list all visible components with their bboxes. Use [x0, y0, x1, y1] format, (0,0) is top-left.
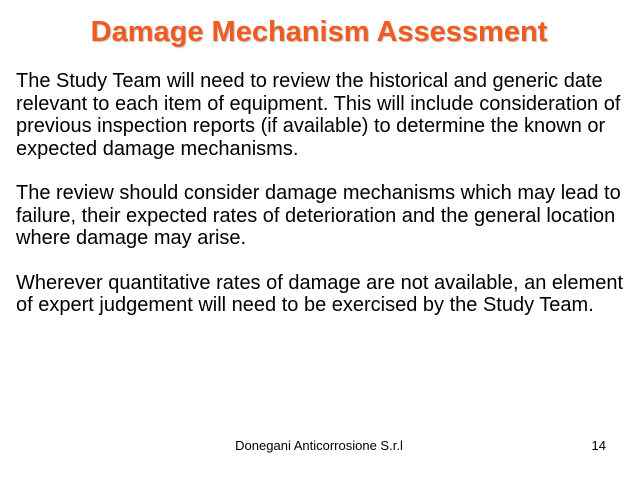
slide-footer	[0, 438, 638, 456]
body-paragraph-2: The review should consider damage mechanisms which may lead to failure, their expected rates of deterioration and the general location where damage may arise.	[16, 182, 621, 249]
slide-title: Damage Mechanism Assessment	[90, 16, 548, 48]
footer-company: Donegani Anticorrosione S.r.l	[235, 438, 403, 453]
body-paragraph-1: The Study Team will need to review the historical and generic date relevant to each item of equipment. This will include consideration of previous inspection reports (if available) to determine the known or expected damage mechanisms.	[16, 70, 621, 160]
page-number: 14	[591, 438, 606, 453]
body-paragraph-3: Wherever quantitative rates of damage are not available, an element of expert judgement will need to be exercised by the Study Team.	[16, 271, 624, 316]
slide-body	[16, 70, 624, 339]
